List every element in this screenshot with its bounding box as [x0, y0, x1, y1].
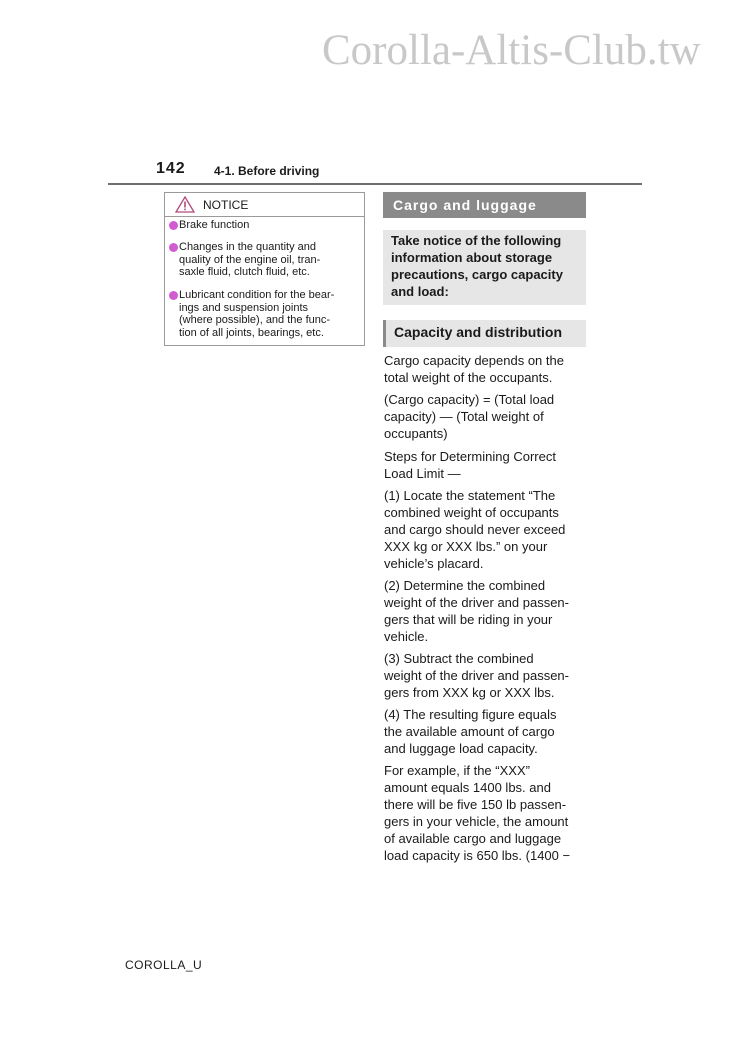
- notice-box: [164, 192, 365, 346]
- bullet-icon: [169, 291, 178, 300]
- paragraph: Steps for Determining Correct Load Limit —: [384, 449, 556, 481]
- footer-model-code: COROLLA_U: [125, 958, 203, 972]
- paragraph: Cargo capacity depends on the total weight of the occupants.: [384, 353, 564, 385]
- capacity-subtitle: Capacity and distribution: [383, 320, 586, 347]
- bullet-icon: [169, 221, 178, 230]
- notice-header: [165, 193, 364, 217]
- paragraph: (4) The resulting figure equals the available amount of cargo and luggage load capacity.: [384, 707, 557, 756]
- header-divider: [108, 183, 642, 185]
- paragraph: (Cargo capacity) = (Total load capacity) — (Total weight of occupants): [384, 392, 555, 441]
- notice-label: NOTICE: [203, 198, 249, 212]
- paragraph: (1) Locate the statement “The combined weight of occupants and cargo should never exceed XXX kg or XXX lbs.” on your vehicle’s placard.: [384, 488, 566, 571]
- page-number: 142: [156, 160, 186, 177]
- cargo-intro-box: Take notice of the following information about storage precautions, cargo capacity and load:: [383, 230, 586, 305]
- watermark: Corolla-Altis-Club.tw: [322, 27, 701, 74]
- notice-item-text: Brake function: [179, 219, 250, 231]
- paragraph: (2) Determine the combined weight of the driver and passen- gers that will be riding in your vehicle.: [384, 578, 569, 644]
- notice-list-item: [169, 289, 359, 339]
- notice-list-item: [169, 219, 359, 232]
- paragraph: For example, if the “XXX” amount equals 1400 lbs. and there will be five 150 lb passen- gers in your vehicle, the amount of available cargo and luggage load capacity is 650 lbs. (1400 −: [384, 763, 571, 863]
- cargo-title-bar: Cargo and luggage: [383, 192, 586, 218]
- paragraph: (3) Subtract the combined weight of the driver and passen- gers from XXX kg or XXX lbs.: [384, 651, 569, 700]
- warning-triangle-icon: [175, 196, 195, 213]
- notice-item-text: Changes in the quantity and quality of the engine oil, tran- saxle fluid, clutch fluid, etc.: [179, 241, 321, 278]
- bullet-icon: [169, 243, 178, 252]
- notice-list-item: [169, 241, 359, 279]
- notice-item-text: Lubricant condition for the bear- ings and suspension joints (where possible), and the func- tion of all joints, bearings, etc.: [179, 289, 335, 339]
- section-title: 4-1. Before driving: [214, 164, 320, 178]
